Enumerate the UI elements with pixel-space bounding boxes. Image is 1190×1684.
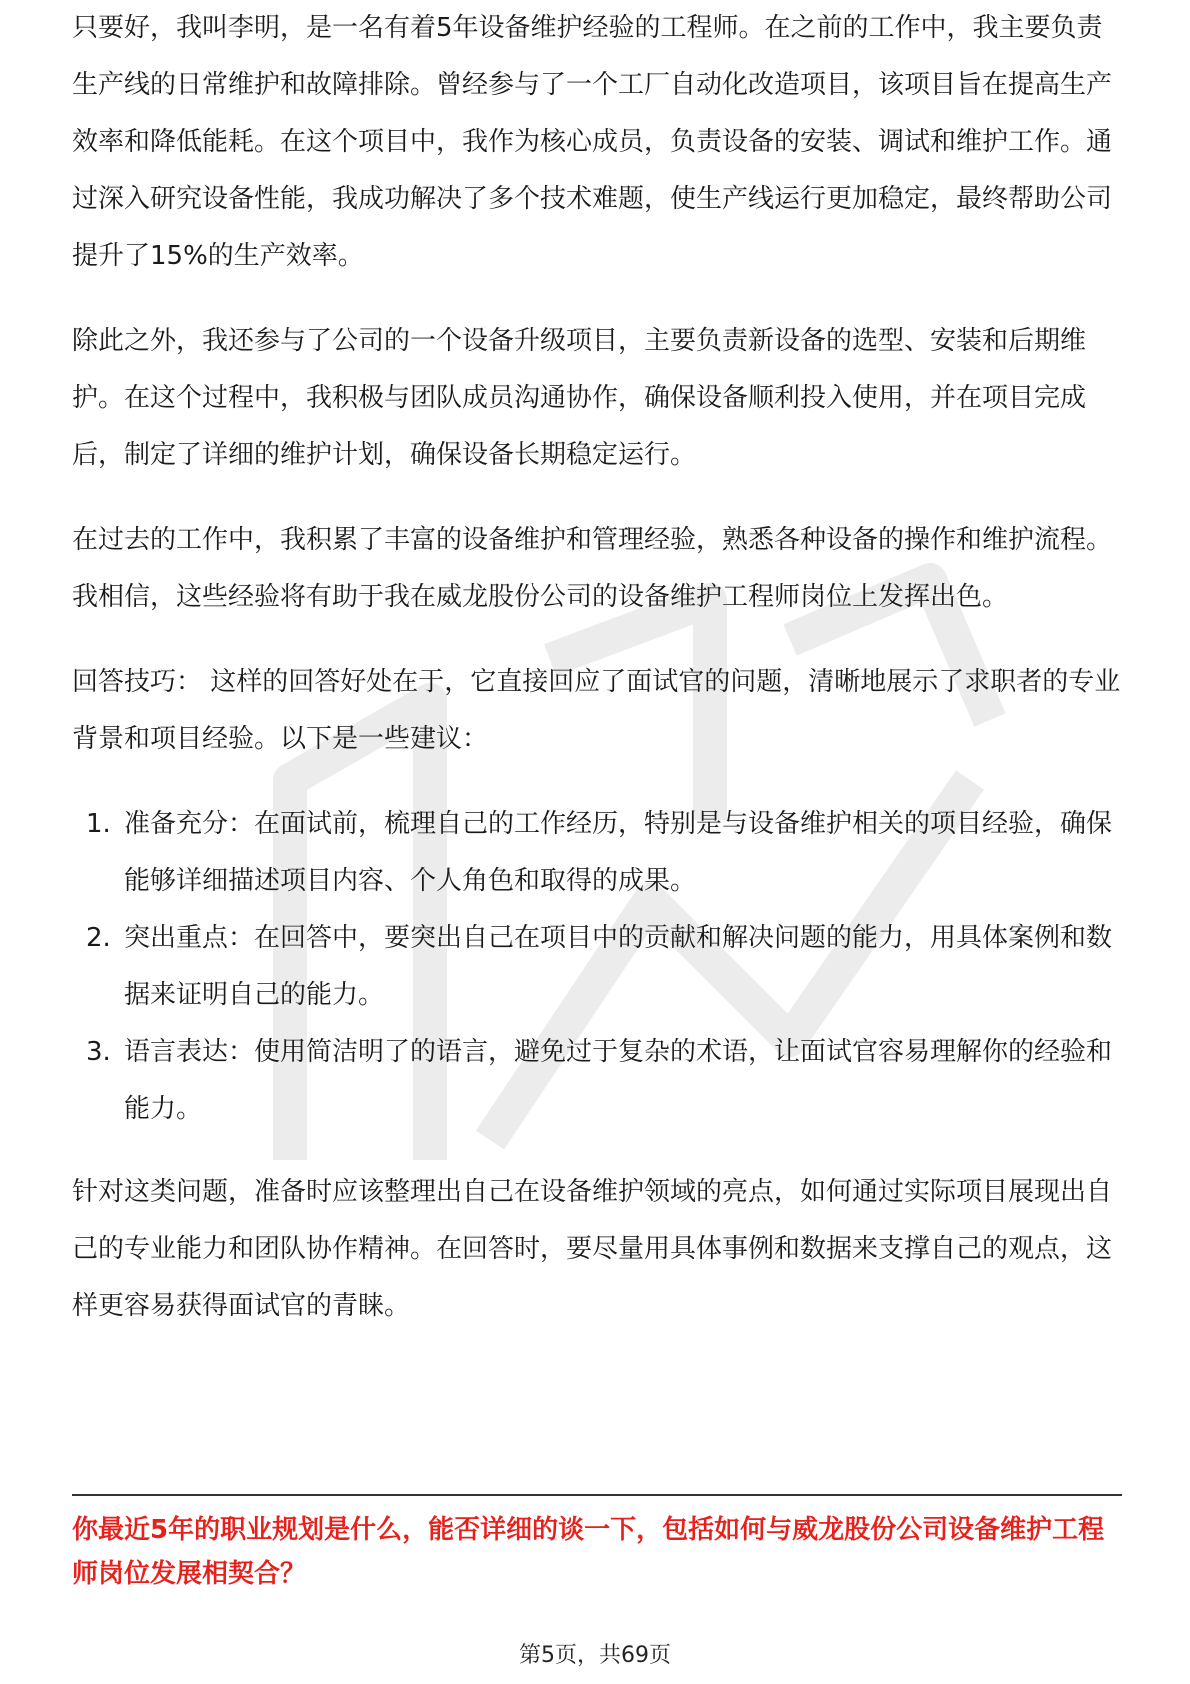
main-content	[72, 13, 1122, 1363]
next-question-heading: 你最近5年的职业规划是什么，能否详细的谈一下，包括如何与威龙股份公司设备维护工程师岗位发展相契合？	[72, 1515, 1105, 1589]
list-item-text: 语言表达：使用简洁明了的语言，避免过于复杂的术语，让面试官容易理解你的经验和能力。	[124, 1037, 1113, 1124]
list-item-text: 准备充分：在面试前，梳理自己的工作经历，特别是与设备维护相关的项目经验，确保能够详细描述项目内容、个人角色和取得的成果。	[124, 809, 1113, 896]
page-number-footer: 第5页，共69页	[519, 1643, 671, 1668]
section-divider	[72, 1494, 1122, 1496]
closing-paragraph: 针对这类问题，准备时应该整理出自己在设备维护领域的亮点，如何通过实际项目展现出自己的专业能力和团队协作精神。在回答时，要尽量用具体事例和数据来支撑自己的观点，这样更容易获得面试官的青睐。	[72, 1177, 1113, 1321]
list-item	[72, 910, 1122, 1024]
answer-paragraph-1: 只要好，我叫李明，是一名有着5年设备维护经验的工程师。在之前的工作中，我主要负责生产线的日常维护和故障排除。曾经参与了一个工厂自动化改造项目，该项目旨在提高生产效率和降低能耗。在这个项目中，我作为核心成员，负责设备的安装、调试和维护工作。通过深入研究设备性能，我成功解决了多个技术难题，使生产线运行更加稳定，最终帮助公司提升了15%的生产效率。	[72, 13, 1113, 271]
list-item	[72, 1024, 1122, 1138]
answer-tips-intro: 回答技巧： 这样的回答好处在于，它直接回应了面试官的问题，清晰地展示了求职者的专业背景和项目经验。以下是一些建议：	[72, 667, 1121, 754]
list-item-number: 3.	[86, 1037, 111, 1067]
list-item	[72, 796, 1122, 910]
tips-list	[72, 796, 1122, 1138]
list-item-number: 2.	[86, 923, 111, 953]
answer-paragraph-3: 在过去的工作中，我积累了丰富的设备维护和管理经验，熟悉各种设备的操作和维护流程。我相信，这些经验将有助于我在威龙股份公司的设备维护工程师岗位上发挥出色。	[72, 525, 1113, 612]
list-item-number: 1.	[86, 809, 111, 839]
list-item-text: 突出重点：在回答中，要突出自己在项目中的贡献和解决问题的能力，用具体案例和数据来证明自己的能力。	[124, 923, 1113, 1010]
answer-paragraph-2: 除此之外，我还参与了公司的一个设备升级项目，主要负责新设备的选型、安装和后期维护。在这个过程中，我积极与团队成员沟通协作，确保设备顺利投入使用，并在项目完成后，制定了详细的维护计划，确保设备长期稳定运行。	[72, 326, 1087, 470]
